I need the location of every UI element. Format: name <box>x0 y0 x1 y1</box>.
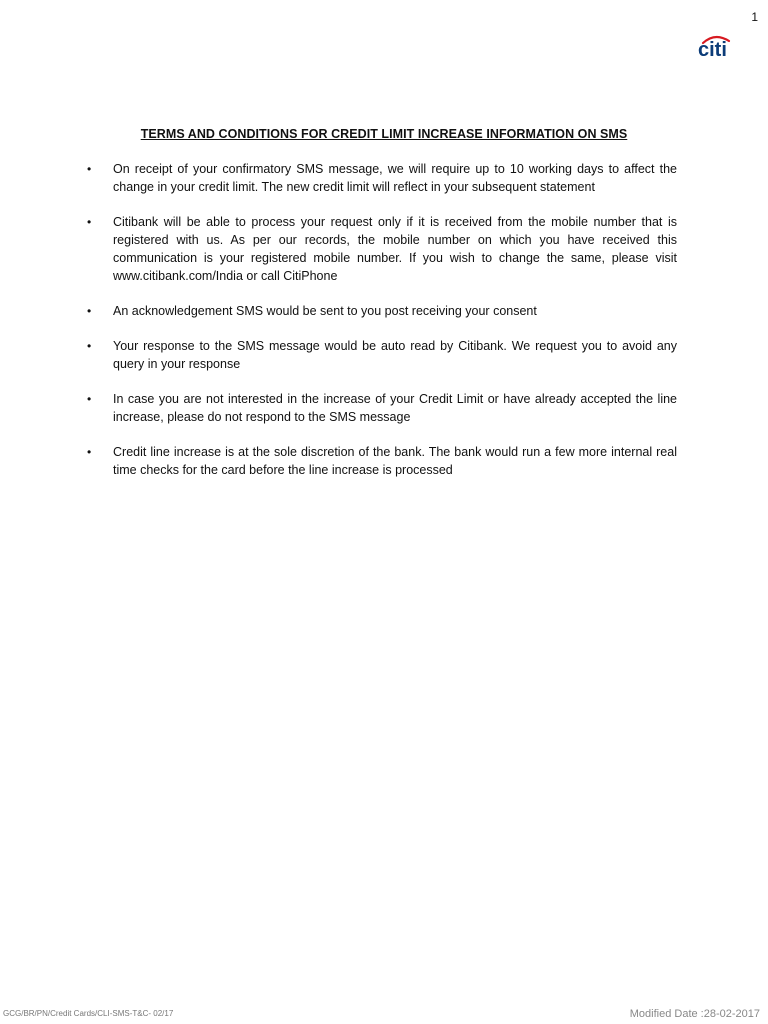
citi-logo-arc-icon <box>697 30 737 60</box>
bullet-icon: • <box>87 304 92 318</box>
footer-reference: GCG/BR/PN/Credit Cards/CLI-SMS-T&C- 02/17 <box>3 1009 174 1018</box>
term-text-5: In case you are not interested in the increase of your Credit Limit or have already accepted the line increase, please do not respond to the SMS message <box>113 392 677 424</box>
bullet-icon: • <box>87 392 92 406</box>
terms-list <box>87 160 677 496</box>
term-text-4: Your response to the SMS message would be auto read by Citibank. We request you to avoid any query in your response <box>113 339 677 371</box>
term-item-6 <box>87 443 677 479</box>
term-text-2: Citibank will be able to process your request only if it is received from the mobile number that is registered with us. As per our records, the mobile number on which you have received this communication is your registered mobile number. If you wish to change the same, please visit www.citibank.com/India or call CitiPhone <box>113 215 677 283</box>
term-item-4 <box>87 337 677 373</box>
bullet-icon: • <box>87 339 92 353</box>
term-text-6: Credit line increase is at the sole discretion of the bank. The bank would run a few more internal real time checks for the card before the line increase is processed <box>113 445 677 477</box>
term-text-1: On receipt of your confirmatory SMS message, we will require up to 10 working days to affect the change in your credit limit. The new credit limit will reflect in your subsequent statement <box>113 162 677 194</box>
term-text-3: An acknowledgement SMS would be sent to you post receiving your consent <box>113 304 537 318</box>
citi-logo-text: citi <box>698 39 727 60</box>
bullet-icon: • <box>87 215 92 229</box>
footer-modified-date: Modified Date :28-02-2017 <box>629 1008 760 1020</box>
term-item-1 <box>87 160 677 196</box>
bullet-icon: • <box>87 445 92 459</box>
term-item-3 <box>87 302 677 320</box>
term-item-5 <box>87 390 677 426</box>
bullet-icon: • <box>87 162 92 176</box>
term-item-2 <box>87 213 677 285</box>
citi-logo <box>697 30 737 60</box>
page-number: 1 <box>751 10 758 24</box>
document-title: TERMS AND CONDITIONS FOR CREDIT LIMIT INCREASE INFORMATION ON SMS <box>140 127 628 141</box>
